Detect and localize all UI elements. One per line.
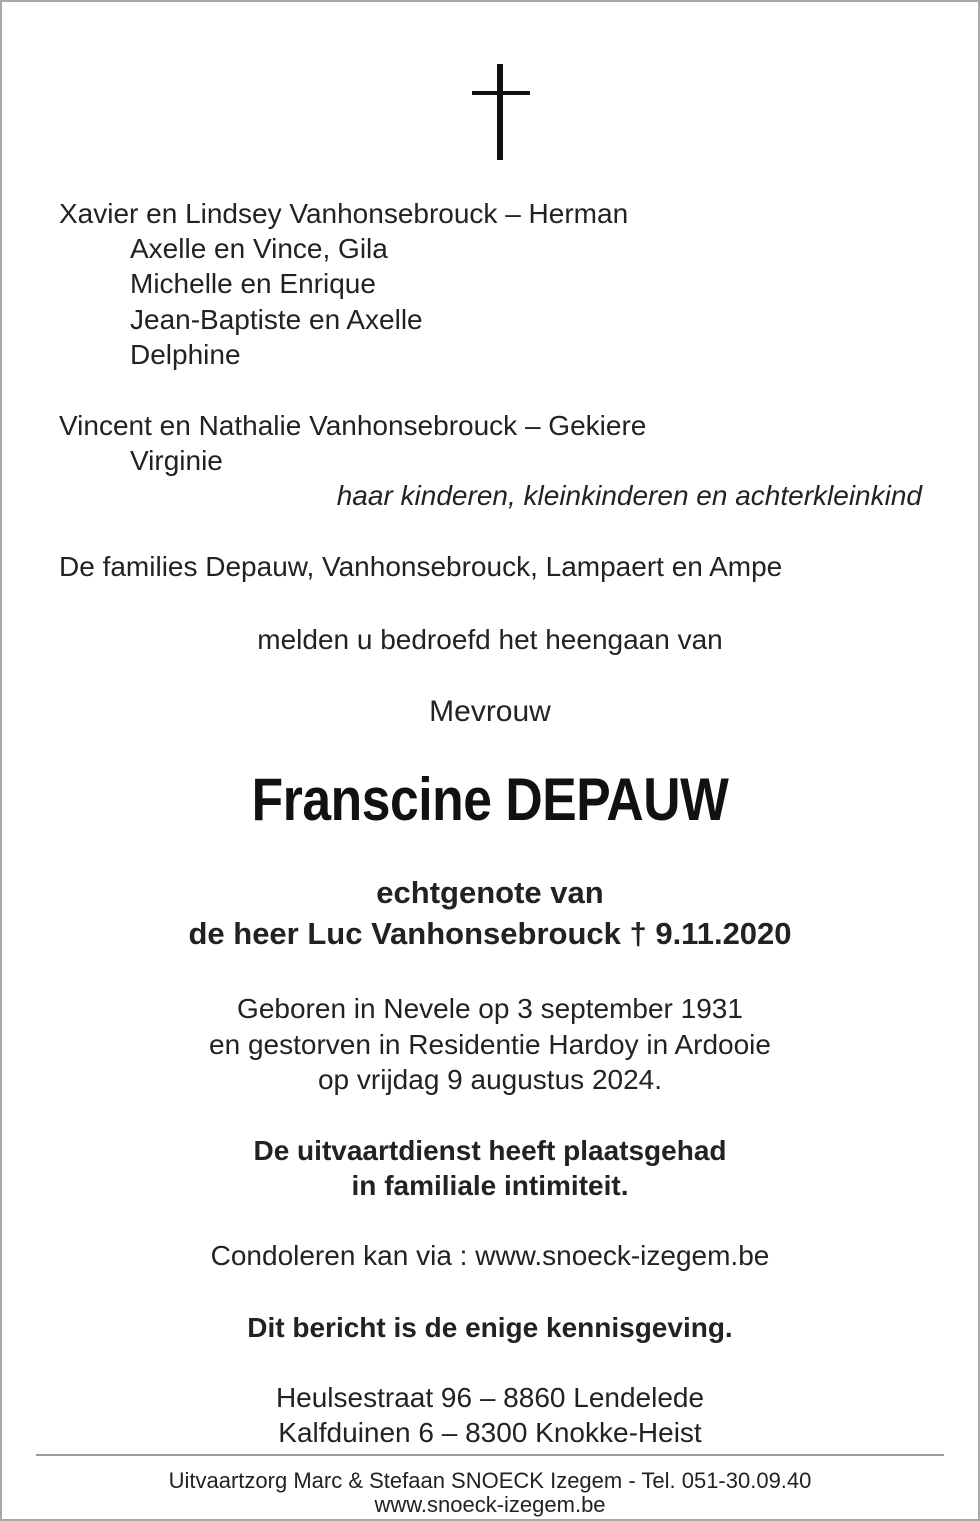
address-lendelede: Heulsestraat 96 – 8860 Lendelede [275,1382,705,1413]
footer-divider [36,1454,944,1456]
family-head-vincent: Vincent en Nathalie Vanhonsebrouck – Gekiere [59,410,647,441]
family-member: Michelle en Enrique [130,268,376,299]
address-knokke: Kalfduinen 6 – 8300 Knokke-Heist [278,1417,702,1448]
deceased-name: Franscine DEPAUW [251,766,729,833]
families-line: De families Depauw, Vanhonsebrouck, Lampaert en Ampe [59,551,783,582]
ceremony-line-2: in familiale intimiteit. [351,1170,629,1201]
relation-note: haar kinderen, kleinkinderen en achterkleinkind [336,480,922,511]
footer-company: Uitvaartzorg Marc & Stefaan SNOECK Izegem - Tel. 051-30.09.40 [168,1468,812,1493]
family-member: Virginie [130,445,223,476]
only-notice-line: Dit bericht is de enige kennisgeving. [247,1312,733,1343]
life-line-death-place: en gestorven in Residentie Hardoy in Ardooie [209,1029,771,1060]
announcement: melden u bedroefd het heengaan van [257,624,723,655]
spouse-line-2: de heer Luc Vanhonsebrouck † 9.11.2020 [188,916,792,951]
cross-icon [472,64,530,160]
honorific: Mevrouw [429,695,551,728]
condolence-line: Condoleren kan via : www.snoeck-izegem.be [210,1240,770,1271]
life-line-death-date: op vrijdag 9 augustus 2024. [317,1064,663,1095]
family-member: Jean-Baptiste en Axelle [130,304,423,335]
family-member: Delphine [130,339,241,370]
life-line-birth: Geboren in Nevele op 3 september 1931 [237,993,743,1024]
spouse-line-1: echtgenote van [376,875,604,910]
family-member: Axelle en Vince, Gila [130,233,388,264]
ceremony-line-1: De uitvaartdienst heeft plaatsgehad [253,1135,727,1166]
footer-website: www.snoeck-izegem.be [374,1492,606,1517]
family-head-xavier: Xavier en Lindsey Vanhonsebrouck – Herman [59,198,629,229]
